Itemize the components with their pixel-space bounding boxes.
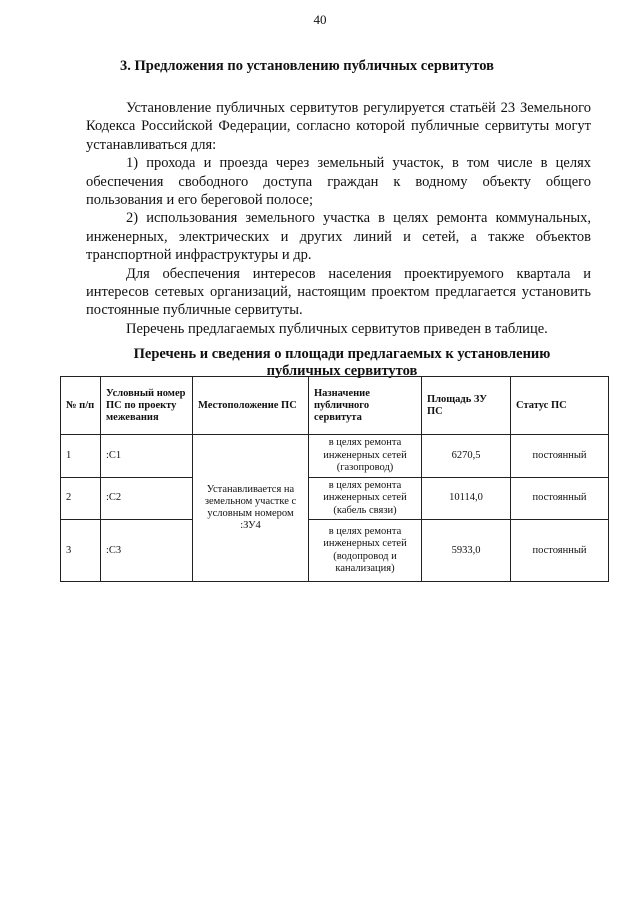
cell-status: постоянный bbox=[511, 520, 609, 582]
section-heading: 3. Предложения по установлению публичных сервитутов bbox=[120, 58, 494, 74]
table-caption bbox=[62, 346, 622, 380]
paragraph-intro: Установление публичных сервитутов регулируется статьёй 23 Земельного Кодекса Российской Федерации, согласно которой публичные сервитуты могут устанавливаться для: bbox=[86, 100, 591, 153]
cell-purpose: в целях ремонта инженерных сетей (водопровод и канализация) bbox=[309, 520, 422, 582]
cell-area: 10114,0 bbox=[422, 477, 511, 520]
cell-status: постоянный bbox=[511, 477, 609, 520]
header-status: Статус ПС bbox=[511, 377, 609, 435]
header-location: Местоположение ПС bbox=[193, 377, 309, 435]
paragraph-item-1: 1) прохода и проезда через земельный участок, в том числе в целях обеспечения свободного доступа граждан к водному объекту общего пользования и его береговой полосе; bbox=[86, 155, 591, 209]
cell-purpose: в целях ремонта инженерных сетей (кабель связи) bbox=[309, 477, 422, 520]
servitude-table bbox=[60, 376, 609, 582]
cell-status: постоянный bbox=[511, 435, 609, 478]
header-cond-number: Условный номер ПС по проекту межевания bbox=[101, 377, 193, 435]
cell-cond-number: :С3 bbox=[101, 520, 193, 582]
table-caption-line-2: публичных сервитутов bbox=[266, 363, 418, 379]
paragraph-proposal: Для обеспечения интересов населения проектируемого квартала и интересов сетевых организаций, настоящим проектом предлагается установить постоянные публичные сервитуты. bbox=[86, 265, 591, 319]
table-row bbox=[61, 520, 609, 582]
table-header-row bbox=[61, 377, 609, 435]
cell-num: 3 bbox=[61, 520, 101, 582]
page-number: 40 bbox=[313, 12, 327, 27]
body-text bbox=[86, 99, 591, 338]
cell-area: 6270,5 bbox=[422, 435, 511, 478]
cell-area: 5933,0 bbox=[422, 520, 511, 582]
cell-cond-number: :С2 bbox=[101, 477, 193, 520]
header-num: № п/п bbox=[61, 377, 101, 435]
cell-num: 1 bbox=[61, 435, 101, 478]
cell-num: 2 bbox=[61, 477, 101, 520]
header-area: Площадь ЗУ ПС bbox=[422, 377, 511, 435]
cell-cond-number: :С1 bbox=[101, 435, 193, 478]
paragraph-table-reference: Перечень предлагаемых публичных сервитутов приведен в таблице. bbox=[126, 320, 548, 337]
table-row bbox=[61, 477, 609, 520]
table-row bbox=[61, 435, 609, 478]
cell-location-shared: Устанавливается на земельном участке с условным номером :ЗУ4 bbox=[193, 435, 309, 582]
table-caption-line-1: Перечень и сведения о площади предлагаемых к установлению bbox=[133, 346, 551, 362]
paragraph-item-2: 2) использования земельного участка в целях ремонта коммунальных, инженерных, электрических и других линий и сетей, а также объектов транспортной инфраструктуры и др. bbox=[86, 210, 591, 264]
cell-purpose: в целях ремонта инженерных сетей (газопровод) bbox=[309, 435, 422, 478]
header-purpose: Назначение публичного сервитута bbox=[309, 377, 422, 435]
